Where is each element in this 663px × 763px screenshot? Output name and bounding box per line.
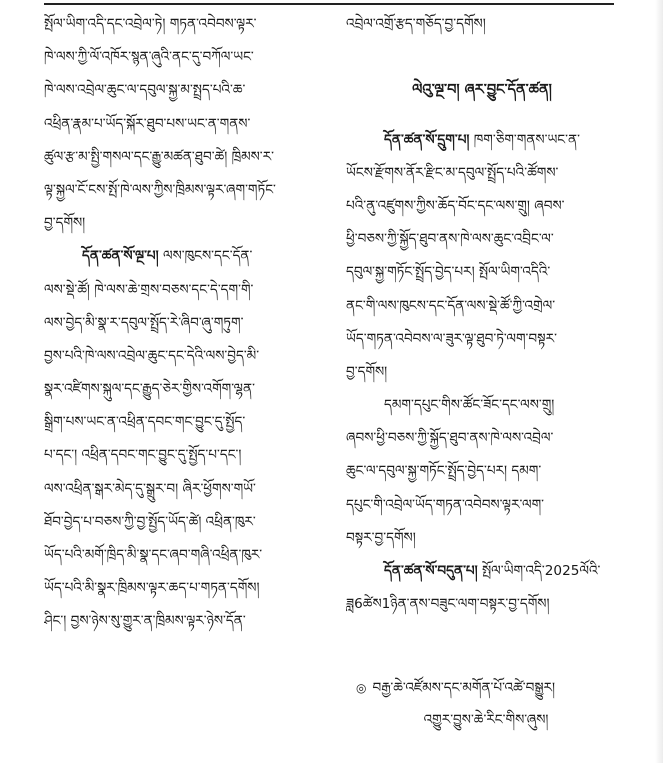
text-line: བྱ་དགོས། [44,215,86,232]
text-line: དཔུང་གི་འབྲེལ་ཡོད་གཏན་འབེབས་ལྟར་ལག་ [346,496,545,513]
text-line [346,124,618,157]
spacer [346,41,618,74]
left-column [44,8,316,639]
text-line: བསྟར་བྱ་དགོས། [346,529,416,546]
top-rule [44,3,614,5]
text-line: ཞབས་ཕྱི་བཅས་ཀྱི་སྐྱོད་ཐུབ་ནས་ཁེ་ལས་འབྲེལ་ [346,430,554,447]
section-heading: དོན་ཚན་སོ་དྲུག་པ། [384,131,470,148]
text-line: ཐོབ་བྱེད་པ་བཅས་ཀྱི་བྱ་སྤྱོད་ཡོད་ཚེ། འཕྲིན་ཁུར་ [44,513,256,530]
right-column [346,8,618,621]
text-line: ལས་འཕྲིན་སྒར་མེད་དུ་སྒྲུར་བ། ཞིར་ཕྱོགས་གཡོ་ [44,480,256,497]
text-line: ཡོངས་རྫོགས་ནོར་རྫིང་མ་དབུལ་སྤྲོད་པའི་ཚོགས་ [346,164,559,181]
text-span: ལས་ཁུངས་དང་དོན་ [158,248,253,265]
spacer [346,108,618,124]
text-line: ཁེ་ལས་འབྲེལ་ཆུང་ལ་དབུལ་སྐྱ་མ་སྤྲད་པའི་ཆ་ [44,82,246,99]
text-line [346,555,618,588]
text-line [44,240,316,273]
text-line: ཚུལ་རྩ་མ་སྤྱི་གསལ་དང་རྒྱུ་མཚན་ཐུབ་ཚེ། ཁྲིམས་ར་ [44,148,274,165]
text-line: པའི་ནུ་འཛུགས་ཀྱིས་ཆོད་བོང་དང་ལས་གྲུ། ཞབས་ [346,197,565,214]
translator-note [356,672,616,736]
translator-note-text: བརྒྱ་ཆེ་འཛོམས་དང་མགོན་པོ་འཚེ་བསྒྱུར། [372,680,556,696]
translator-note-line-1 [356,672,616,704]
text-span: སྤོལ་ཡིག་འདི་2025ལོའི་ [477,563,601,579]
text-line: ཆུང་ལ་དབུལ་སྐྱ་གཏོང་སྤྲོད་བྱེད་པར། དམག་ [346,463,542,480]
text-line: ཡོད་པའི་མི་སྣར་ཁྲིམས་ལྟར་ཆད་པ་གཏན་དགོས། [44,580,260,597]
text-line: ནང་གི་ལས་ཁུངས་དང་དོན་ལས་སྡེ་ཚོ་ཀྱི་འགྲེལ་ [346,297,556,314]
text-line: ཡོད་གཏན་འབེབས་ལ་ཟུར་ལྟ་ཐུབ་ཏེ་ལག་བསྟར་ [346,330,557,347]
translator-note-line-2: འགྱུར་བྱུས་ཆེ་རིང་གིས་ཞུས། [423,712,549,728]
text-line: སྣར་འཛིགས་སྐུལ་དང་རྒྱུད་ཅེར་གྱིས་འགོག་ལྷན་ [44,381,255,398]
text-line: ཁེ་ལས་ཀྱི་ལོ་འཁོར་སྙན་ཞུའི་ནང་དུ་བཀོལ་ཡང་ [44,49,254,66]
text-line: བྱས་པའི་ཁེ་ལས་འབྲེལ་ཆུང་དང་དེའི་ལས་བྱེད་མི་ [44,347,260,364]
text-span: ཁག་ཅིག་གནས་ཡང་ན་ [469,131,580,148]
text-line: འབྲེལ་འགྲོ་རྩད་གཅོད་བྱ་དགོས། [346,16,486,32]
chapter-title: ལེའུ་ལྔ་བ། ཞར་བྱུང་དོན་ཚན། [412,82,552,99]
circle-icon: ◎ [356,681,367,695]
text-line: ལས་སྡེ་ཚོ། ཁེ་ལས་ཆེ་གྲས་བཅས་དང་དེ་དག་གི་ [44,281,254,298]
text-line: དམག་དཔུང་གིས་ཚོང་ཟོང་དང་ལས་གྲུ། [384,397,555,414]
section-heading: དོན་ཚན་སོ་ལྔ་པ། [82,248,159,265]
text-line: སྒྲིག་པས་ཡང་ན་འཕྲིན་དབང་གང་བྱུང་དུ་སྤྱོད་ [44,414,246,431]
text-line: དབུལ་སྐྱ་གཏོང་སྤྲོད་བྱེད་པར། སྤོལ་ཡིག་འདིའི་ [346,264,551,281]
text-line: ཤིང་། བྱས་ཉེས་སུ་གྱུར་ན་ཁྲིམས་ལྟར་ཉེས་དོན་ [44,613,246,630]
text-line: ལས་བྱེད་མི་སྣ་ར་དབུལ་སྤྲོད་རེ་ཞིབ་ཞུ་གཏུག་ [44,314,244,331]
text-line: སྤོལ་ཡིག་འདི་དང་འབྲེལ་ཏེ། གཏན་འབེབས་ལྟར་ [44,16,257,32]
text-line: པ་དང་། འཕྲིན་དབང་གང་བྱུང་དུ་སྤྱོད་པ་དང་། [44,447,242,464]
text-line: ཟླ6ཚེས1ཉིན་ནས་བཟུང་ལག་བསྟར་བྱ་དགོས། [346,596,550,613]
text-line: ཕྱི་བཅས་ཀྱི་སྐྱོད་ཐུབ་ནས་ཁེ་ལས་ཆུང་འབྲིང་ལ་ [346,231,554,248]
section-heading: དོན་ཚན་སོ་བདུན་པ། [384,563,478,579]
text-line: ལྟ་སྐྱལ་ངོ་ངས་སྤོ་ཁེ་ལས་ཀྱིས་ཁྲིམས་ལྟར་ཞག་གཏོང་ [44,181,276,198]
text-line: ཡོད་པའི་མགོ་ཁྲིད་མི་སྣ་དང་ཞབ་གཞི་འཕྲིན་ཁུར་ [44,547,263,563]
text-line: བྱ་དགོས། [346,363,388,380]
page-edge-shadow [655,0,663,763]
text-line: འཕྲིན་རྣམ་པ་ཡོད་སྐོར་ཐུབ་པས་ཡང་ན་གནས་ [44,115,251,132]
